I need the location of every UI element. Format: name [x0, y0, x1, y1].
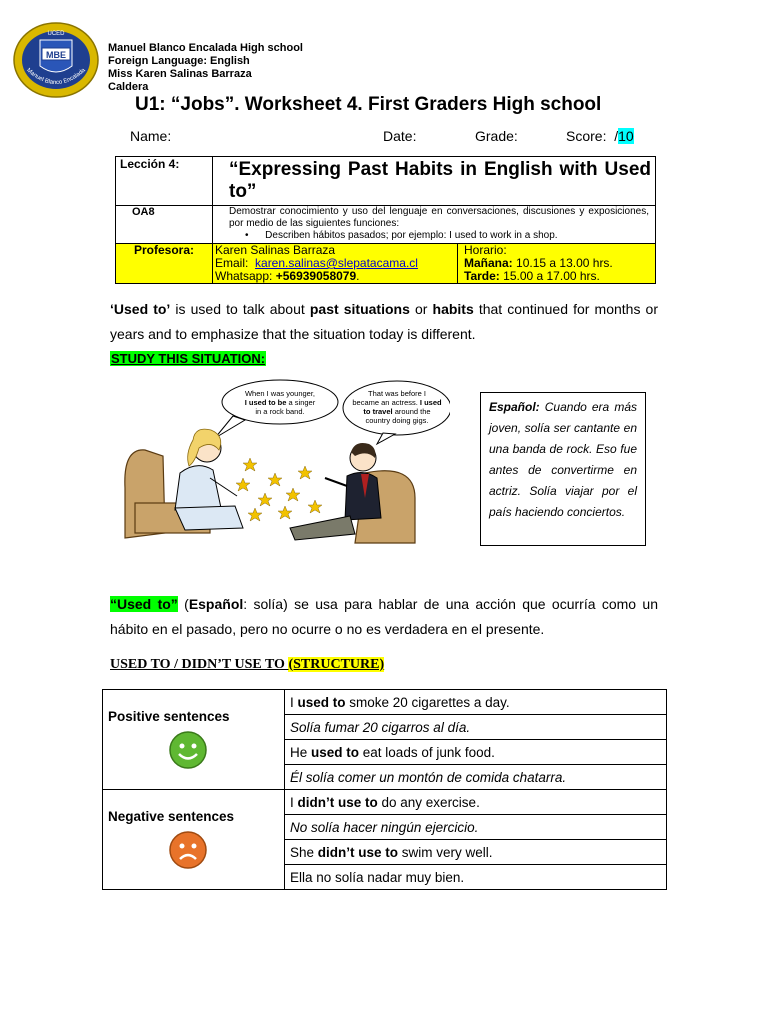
structure-table — [102, 689, 667, 890]
positive-sentence: I used to smoke 20 cigarettes a day. — [285, 690, 667, 715]
lesson-title: “Expressing Past Habits in English with Used to” — [213, 157, 656, 206]
smile-face-icon — [168, 730, 208, 770]
city-line: Caldera — [108, 81, 149, 93]
teacher-contact: Karen Salinas Barraza Email: karen.salinas@slepatacama.cl Whatsapp: +56939058079. — [213, 244, 458, 284]
svg-text:Manuel Blanco Encalada: Manuel Blanco Encalada — [25, 67, 87, 87]
negative-translation: No solía hacer ningún ejercicio. — [285, 815, 667, 840]
svg-text:UCED: UCED — [47, 31, 65, 37]
svg-text:to travel around the: to travel around the — [363, 407, 431, 416]
negative-label: Negative sentences — [108, 809, 235, 824]
score-total: 10 — [618, 128, 634, 144]
grade-label: Grade: — [475, 128, 518, 144]
negative-sentences-cell — [103, 790, 285, 890]
svg-text:in a rock band.: in a rock band. — [255, 407, 305, 416]
positive-label: Positive sentences — [108, 709, 230, 724]
svg-text:When I was younger,: When I was younger, — [244, 389, 316, 398]
name-label: Name: — [130, 128, 172, 144]
intro-paragraph: ‘Used to’ is used to talk about past situations or habits that continued for months or years and to emphasize that the situation today is different. — [110, 301, 658, 342]
oa-description: Demostrar conocimiento y uso del lenguaje en conversaciones, discusiones y exposiciones, por medio de las siguientes funciones: • Describen hábitos pasados; por ejemplo: I used to work in a shop. — [213, 206, 656, 244]
spanish-translation-box: Español: Cuando era más joven, solía ser cantante en una banda de rock. Eso fue antes de convertirme en actriz. Solía viajar por el país haciendo conciertos. — [480, 392, 646, 546]
positive-sentence: He used to eat loads of junk food. — [285, 740, 667, 765]
school-logo — [12, 20, 100, 100]
svg-text:That was before I: That was before I — [368, 389, 426, 398]
school-name: Manuel Blanco Encalada High school — [108, 42, 303, 54]
schedule: Horario: Mañana: 10.15 a 13.00 hrs. Tarde: 15.00 a 17.00 hrs. — [458, 244, 656, 284]
score-label: Score: /10 — [566, 128, 634, 144]
negative-sentence: She didn’t use to swim very well. — [285, 840, 667, 865]
teacher-line: Miss Karen Salinas Barraza — [108, 68, 252, 80]
study-heading: STUDY THIS SITUATION: — [111, 351, 266, 366]
school-info — [108, 42, 303, 94]
subject-line: Foreign Language: English — [108, 55, 250, 67]
cartoon-illustration — [115, 378, 450, 548]
oa-bullet: Describen hábitos pasados; por ejemplo: I used to work in a shop. — [265, 230, 558, 241]
student-info-row — [130, 128, 670, 146]
positive-translation: Él solía comer un montón de comida chatarra. — [285, 765, 667, 790]
used-to-term: “Used to” — [110, 596, 178, 612]
sad-face-icon — [168, 830, 208, 870]
email-link[interactable]: karen.salinas@slepatacama.cl — [255, 256, 418, 270]
positive-translation: Solía fumar 20 cigarros al día. — [285, 715, 667, 740]
teacher-label: Profesora: — [116, 244, 213, 284]
used-to-spanish-explanation: “Used to” (Español: solía) se usa para hablar de una acción que ocurría como un hábito en el pasado, pero no ocurre o no es verdadera en el presente. — [110, 596, 658, 637]
lesson-label: Lección 4: — [116, 157, 213, 206]
negative-translation: Ella no solía nadar muy bien. — [285, 865, 667, 890]
worksheet-title: U1: “Jobs”. Worksheet 4. First Graders High school — [135, 94, 602, 115]
structure-heading: USED TO / DIDN’T USE TO (STRUCTURE) — [110, 657, 385, 672]
date-label: Date: — [383, 128, 417, 144]
svg-text:became an actress. I used: became an actress. I used — [352, 398, 442, 407]
oa-label: OA8 — [116, 206, 213, 244]
svg-text:MBE: MBE — [46, 50, 66, 60]
lesson-info-table — [115, 156, 656, 284]
negative-sentence: I didn’t use to do any exercise. — [285, 790, 667, 815]
positive-sentences-cell — [103, 690, 285, 790]
svg-text:I used to be a singer: I used to be a singer — [244, 398, 316, 407]
svg-text:country doing gigs.: country doing gigs. — [365, 416, 429, 425]
